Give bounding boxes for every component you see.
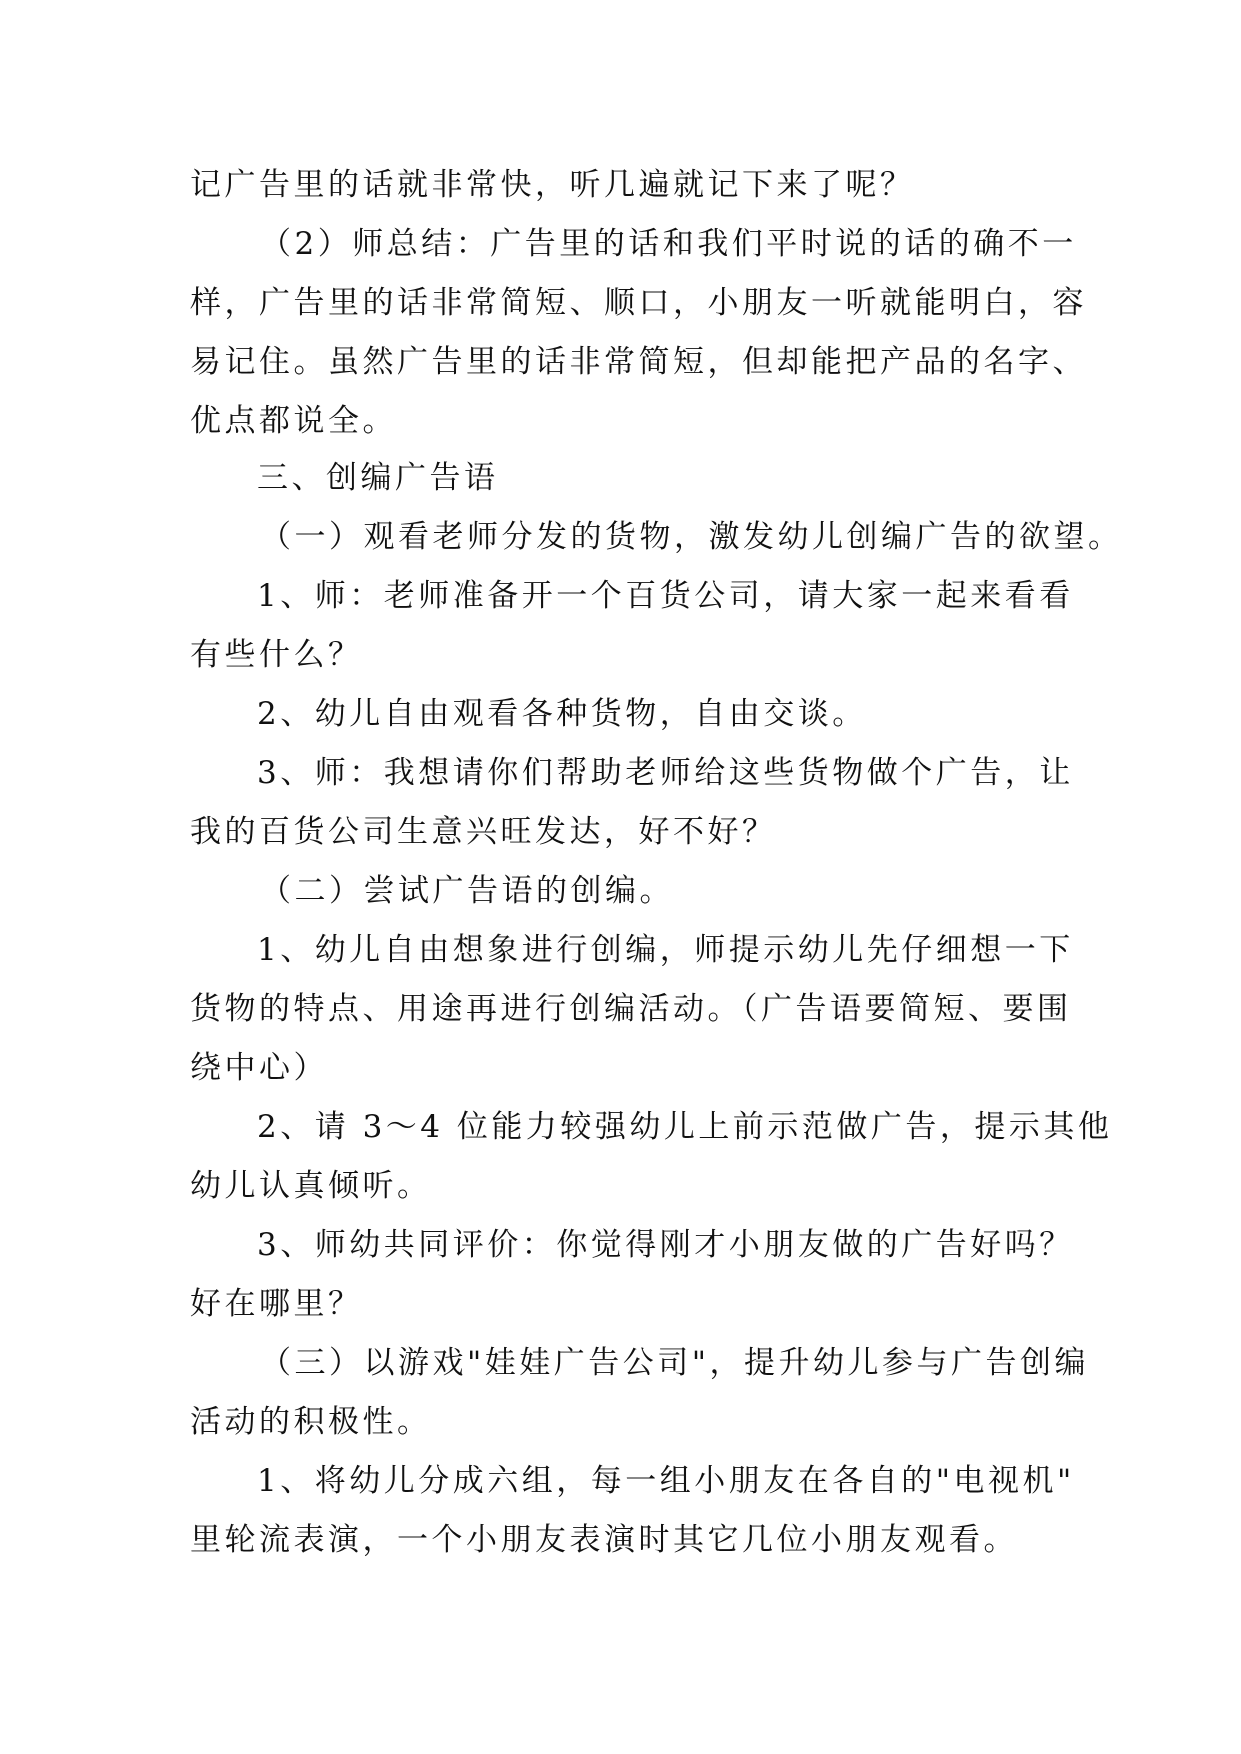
text-line: 有些什么？ <box>190 637 363 673</box>
text-line: 1、将幼儿分成六组，每一组小朋友在各自的"电视机" <box>257 1463 1075 1499</box>
section-heading: 三、创编广告语 <box>257 460 499 496</box>
text-line: 活动的积极性。 <box>190 1404 432 1440</box>
text-line: 样，广告里的话非常简短、顺口，小朋友一听就能明白，容 <box>190 285 1087 321</box>
text-line: 1、师：老师准备开一个百货公司，请大家一起来看看 <box>257 578 1074 614</box>
text-line: 记广告里的话就非常快，听几遍就记下来了呢？ <box>190 167 915 203</box>
subsection-heading: （三）以游戏"娃娃广告公司"，提升幼儿参与广告创编 <box>260 1345 1090 1381</box>
text-line: 货物的特点、用途再进行创编活动。（广告语要简短、要围 <box>190 991 1072 1027</box>
text-line: 3、师幼共同评价：你觉得刚才小朋友做的广告好吗？ <box>257 1227 1074 1263</box>
text-line: 幼儿认真倾听。 <box>190 1168 432 1204</box>
text-line: 绕中心） <box>190 1050 328 1086</box>
text-line: 2、请 3～4 位能力较强幼儿上前示范做广告，提示其他 <box>257 1109 1113 1145</box>
subsection-heading: （二）尝试广告语的创编。 <box>260 873 674 909</box>
text-line: 1、幼儿自由想象进行创编，师提示幼儿先仔细想一下 <box>257 932 1074 968</box>
subsection-heading: （一）观看老师分发的货物，激发幼儿创编广告的欲望。 <box>260 519 1123 555</box>
text-line: 里轮流表演，一个小朋友表演时其它几位小朋友观看。 <box>190 1522 1018 1558</box>
text-line: 优点都说全。 <box>190 403 397 439</box>
text-line: 我的百货公司生意兴旺发达，好不好？ <box>190 814 777 850</box>
text-line: 2、幼儿自由观看各种货物，自由交谈。 <box>257 696 867 732</box>
text-line: 好在哪里？ <box>190 1286 363 1322</box>
text-line: 易记住。虽然广告里的话非常简短，但却能把产品的名字、 <box>190 344 1087 380</box>
text-line: 3、师：我想请你们帮助老师给这些货物做个广告，让 <box>257 755 1074 791</box>
text-line: （2）师总结：广告里的话和我们平时说的话的确不一 <box>260 226 1077 262</box>
